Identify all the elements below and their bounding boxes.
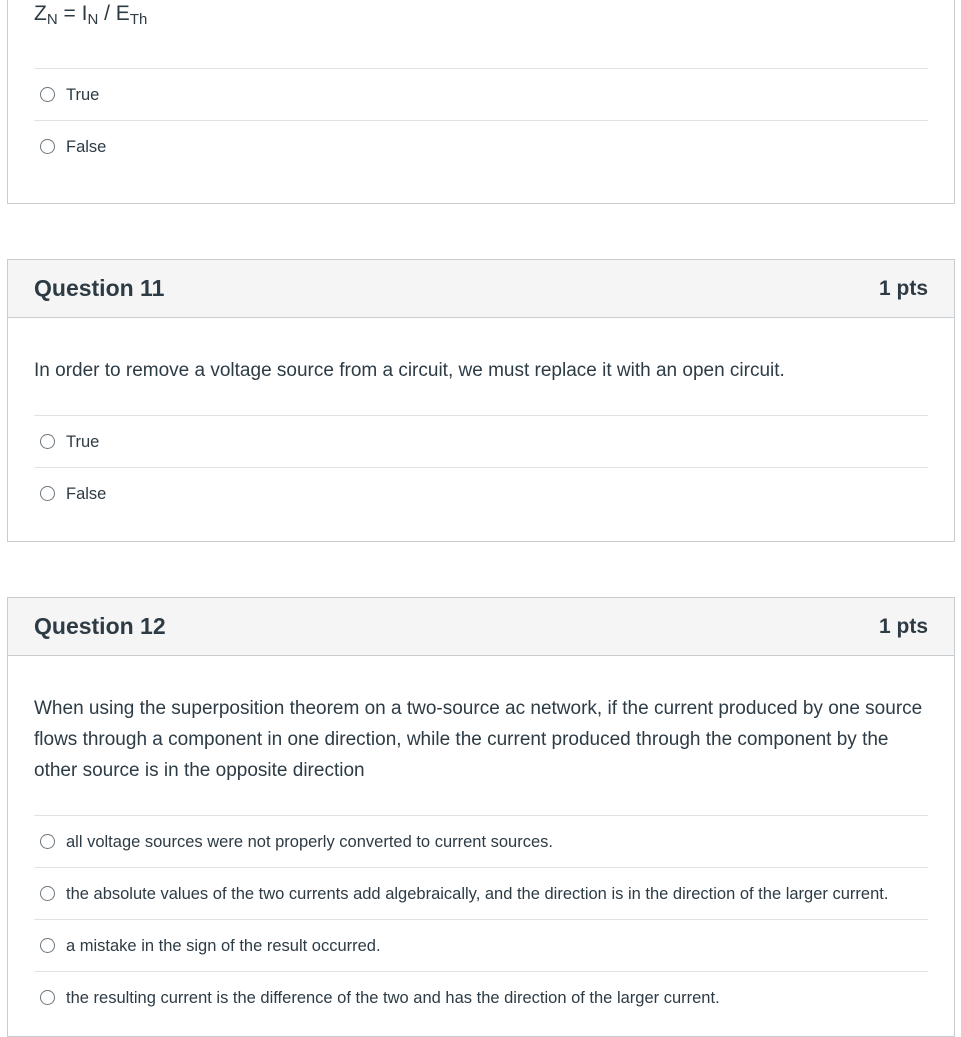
question-text: In order to remove a voltage source from a circuit, we must replace it with an open circuit. [34, 360, 785, 381]
answer-option[interactable] [34, 868, 928, 920]
question-10-answers [34, 68, 928, 172]
question-10-formula: $Z_N = I_N / E_{Th}$ [34, 2, 148, 28]
radio-button[interactable] [40, 938, 55, 953]
radio-button[interactable] [40, 434, 55, 449]
question-11-card [7, 259, 955, 542]
radio-button[interactable] [40, 834, 55, 849]
question-title: Question 12 [34, 613, 166, 639]
question-12-header [8, 598, 954, 656]
radio-button[interactable] [40, 990, 55, 1005]
radio-button[interactable] [40, 87, 55, 102]
answer-option[interactable] [34, 816, 928, 868]
answer-label: True [66, 86, 100, 104]
question-text: When using the superposition theorem on a two-source ac network, if the current produced by one source flows through a component in one direction, while the current produced through the component by the other source is in the opposite direction [34, 698, 923, 781]
answer-label: False [66, 485, 107, 503]
answer-label: all voltage sources were not properly converted to current sources. [66, 833, 553, 851]
answer-label: the resulting current is the difference of the two and has the direction of the larger current. [66, 989, 720, 1007]
question-points: 1 pts [878, 614, 928, 638]
radio-button[interactable] [40, 139, 55, 154]
question-11-header [8, 260, 954, 318]
question-12-answers [34, 815, 928, 1023]
question-12-card [7, 597, 955, 1037]
radio-button[interactable] [40, 486, 55, 501]
radio-button[interactable] [40, 886, 55, 901]
answer-option[interactable] [34, 468, 928, 519]
answer-label: a mistake in the sign of the result occurred. [66, 937, 381, 955]
answer-option[interactable] [34, 416, 928, 468]
question-points: 1 pts [878, 276, 928, 300]
answer-label: True [66, 433, 100, 451]
answer-option[interactable] [34, 69, 928, 121]
answer-option[interactable] [34, 920, 928, 972]
answer-label: the absolute values of the two currents add algebraically, and the direction is in the direction of the larger current. [66, 885, 889, 903]
answer-option[interactable] [34, 121, 928, 172]
question-11-answers [34, 415, 928, 519]
question-title: Question 11 [34, 275, 165, 301]
question-10-card [7, 0, 955, 204]
answer-option[interactable] [34, 972, 928, 1023]
answer-label: False [66, 138, 107, 156]
